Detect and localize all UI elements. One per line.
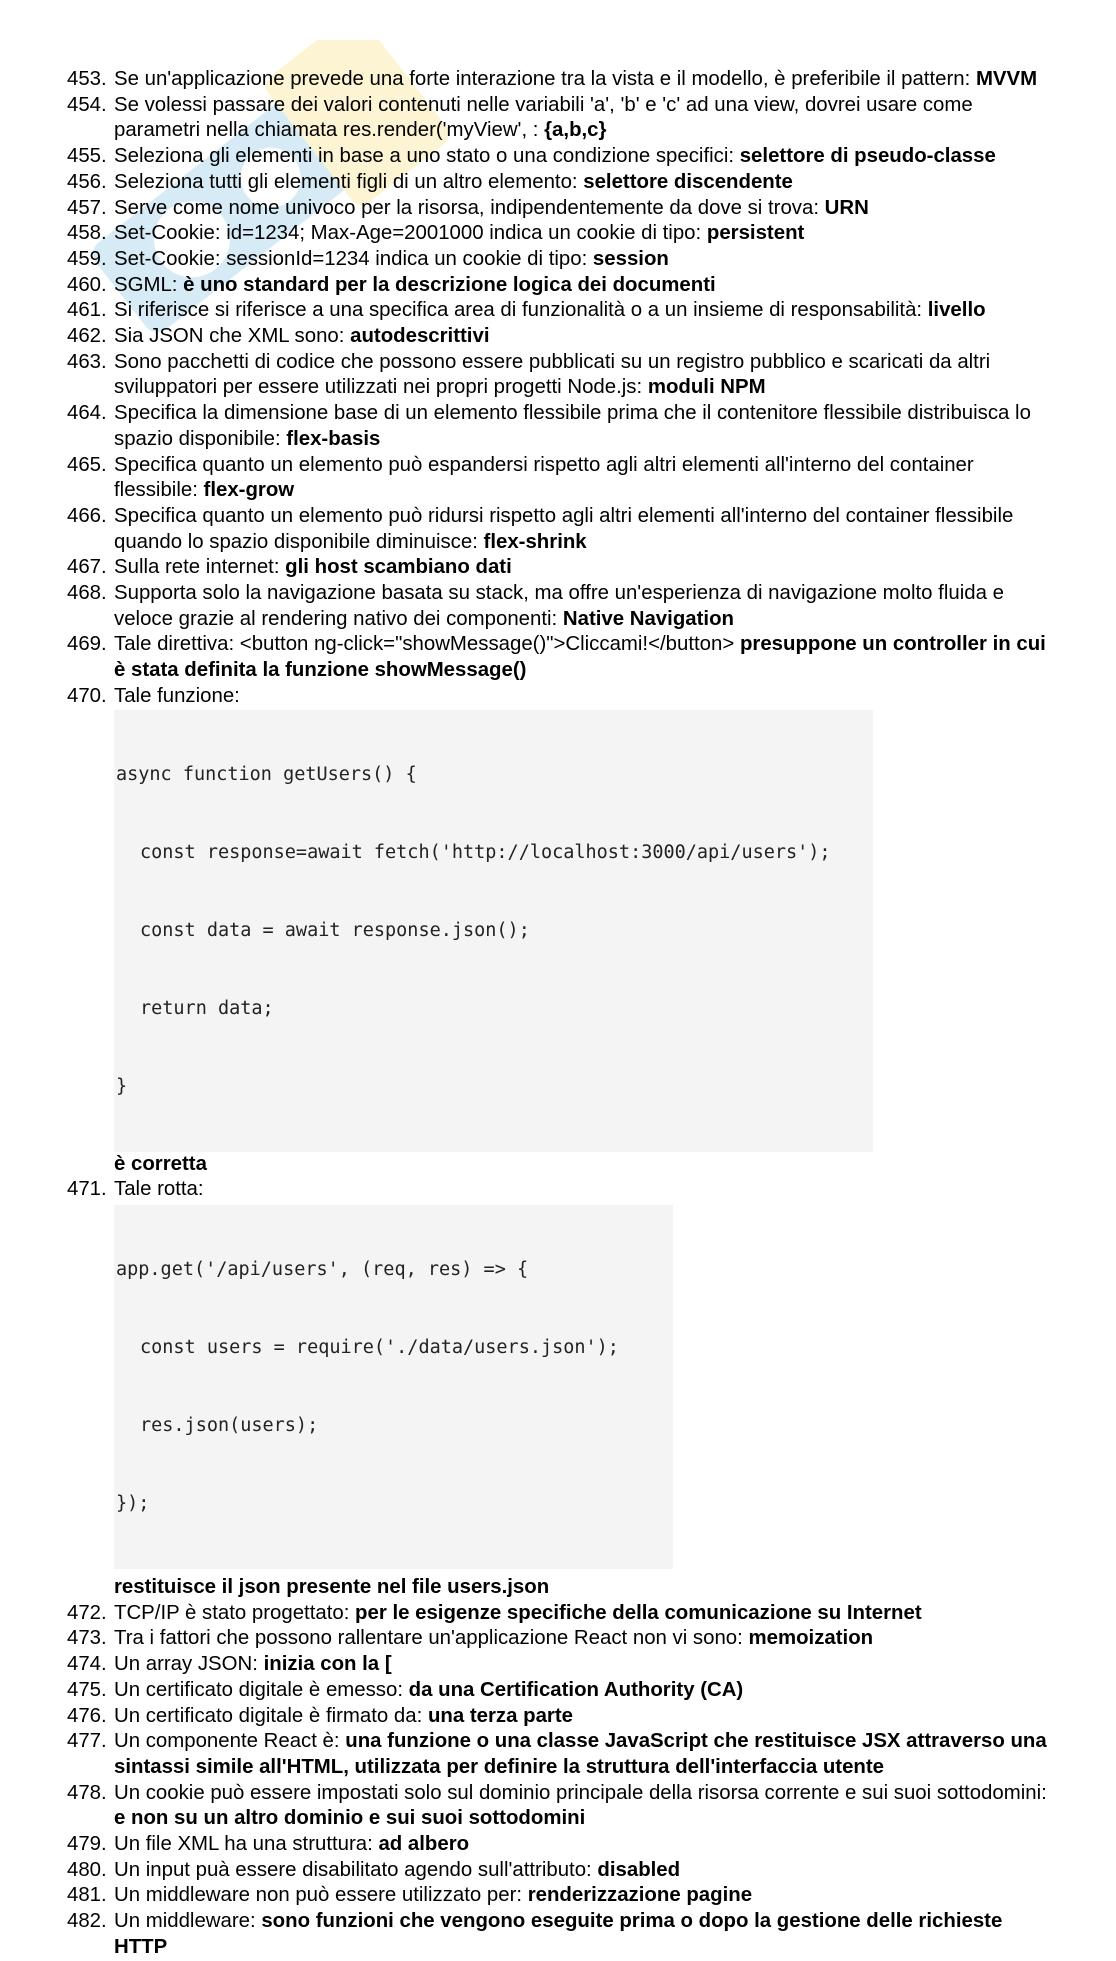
list-item-471	[67, 1177, 1057, 1600]
item-question: Tale direttiva: <button ng-click="showMessage()">Cliccami!</button>	[114, 633, 740, 656]
item-question: Sulla rete internet:	[114, 556, 286, 579]
item-answer: selettore di pseudo-classe	[739, 145, 996, 168]
item-question: Seleziona gli elementi in base a uno stato o una condizione specifici:	[114, 145, 740, 168]
item-question: Set-Cookie: id=1234; Max-Age=2001000 indica un cookie di tipo:	[114, 222, 707, 245]
item-number: 456.	[67, 170, 107, 193]
list-item-481	[67, 1883, 1057, 1909]
code-line: async function getUsers() {	[116, 763, 417, 785]
item-question: Un componente React è:	[114, 1730, 346, 1753]
item-number: 460.	[67, 273, 107, 296]
code-line: return data;	[140, 997, 274, 1019]
item-number: 477.	[67, 1730, 107, 1753]
item-answer: selettore discendente	[583, 170, 793, 193]
list-item-478	[67, 1781, 1057, 1832]
item-number: 455.	[67, 145, 107, 168]
list-item-455	[67, 144, 1057, 170]
list-item-466	[67, 504, 1057, 555]
item-question: Seleziona tutti gli elementi figli di un altro elemento:	[114, 170, 584, 193]
item-question: Un input puà essere disabilitato agendo sull'attributo:	[114, 1858, 598, 1881]
item-answer: Native Navigation	[562, 607, 734, 630]
item-question: Un middleware:	[114, 1910, 262, 1933]
item-question: TCP/IP è stato progettato:	[114, 1601, 356, 1624]
item-question: Supporta solo la navigazione basata su stack, ma offre un'esperienza di navigazione molto fluida e veloce grazie al rendering nativo dei componenti:	[114, 582, 1004, 630]
item-question: Un middleware non può essere utilizzato per:	[114, 1884, 528, 1907]
item-number: 461.	[67, 299, 107, 322]
item-question: Serve come nome univoco per la risorsa, indipendentemente da dove si trova:	[114, 196, 825, 219]
item-number: 481.	[67, 1884, 107, 1907]
item-number: 482.	[67, 1910, 107, 1933]
list-item-464	[67, 401, 1057, 452]
code-line: const users = require('./data/users.json');	[140, 1336, 619, 1358]
item-number: 453.	[67, 68, 107, 90]
item-number: 478.	[67, 1781, 107, 1804]
code-line: const response=await fetch('http://localhost:3000/api/users');	[140, 841, 831, 863]
item-answer: inizia con la [	[263, 1653, 392, 1676]
item-question: Un certificato digitale è firmato da:	[114, 1704, 428, 1727]
list-item-477	[67, 1729, 1057, 1780]
item-answer: MVVM	[975, 68, 1038, 90]
item-number: 466.	[67, 504, 107, 527]
list-item-472	[67, 1601, 1057, 1627]
item-answer: renderizzazione pagine	[527, 1884, 753, 1907]
item-question: Un certificato digitale è emesso:	[114, 1678, 409, 1701]
list-item-482	[67, 1909, 1057, 1960]
item-answer: restituisce il json presente nel file users.json	[114, 1575, 550, 1598]
item-number: 465.	[67, 453, 107, 476]
item-question: SGML:	[114, 273, 184, 296]
item-question: Specifica quanto un elemento può ridursi rispetto agli altri elementi all'interno del container flessibile quando lo spazio disponibile diminuisce:	[114, 504, 1014, 553]
item-question: Un file XML ha una struttura:	[114, 1833, 379, 1856]
code-block	[114, 1205, 673, 1569]
question-list	[67, 1601, 1057, 1961]
item-number: 459.	[67, 247, 107, 270]
item-question: Si riferisce si riferisce a una specifica area di funzionalità o a un insieme di responsabilità:	[114, 299, 928, 322]
item-answer: da una Certification Authority (CA)	[408, 1678, 744, 1701]
item-number: 479.	[67, 1833, 107, 1856]
item-answer: presuppone un controller in cui è stata definita la funzione showMessage()	[114, 633, 1046, 682]
question-list	[67, 67, 1057, 684]
list-item-463	[67, 350, 1057, 401]
item-answer: e non su un altro dominio e sui suoi sottodomini	[114, 1807, 586, 1830]
list-item-470	[67, 684, 1057, 1177]
item-number: 457.	[67, 196, 107, 219]
code-line: res.json(users);	[140, 1414, 319, 1436]
item-answer: autodescrittivi	[350, 325, 490, 348]
item-number: 464.	[67, 402, 107, 425]
item-question: Tale funzione:	[114, 684, 240, 707]
item-number: 463.	[67, 350, 107, 373]
item-answer: una terza parte	[427, 1704, 573, 1727]
item-answer: flex-grow	[203, 479, 295, 502]
item-number: 472.	[67, 1601, 107, 1624]
list-item-459	[67, 247, 1057, 273]
item-question: Se un'applicazione prevede una forte interazione tra la vista e il modello, è preferibile il pattern:	[114, 68, 976, 90]
code-line: const data = await response.json();	[140, 919, 530, 941]
item-question: Specifica quanto un elemento può espandersi rispetto agli altri elementi all'interno del container flessibile:	[114, 453, 974, 502]
list-item-465	[67, 453, 1057, 504]
item-question: Se volessi passare dei valori contenuti nelle variabili 'a', 'b' e 'c' ad una view, dovrei usare come parametri nella chiamata res.render('myView', :	[114, 93, 973, 142]
list-item-480	[67, 1858, 1057, 1884]
item-answer: ad albero	[378, 1833, 470, 1856]
item-answer: livello	[927, 299, 986, 322]
item-number: 471.	[67, 1178, 107, 1201]
item-answer: moduli NPM	[647, 376, 766, 399]
code-line: app.get('/api/users', (req, res) => {	[116, 1258, 529, 1280]
item-number: 470.	[67, 684, 107, 707]
code-line: });	[116, 1492, 150, 1514]
item-answer: session	[592, 247, 669, 270]
item-number: 454.	[67, 93, 107, 116]
item-number: 467.	[67, 556, 107, 579]
item-question: Un array JSON:	[114, 1653, 264, 1676]
item-question: Un cookie può essere impostati solo sul dominio principale della risorsa corrente e sui suoi sottodomini:	[114, 1781, 1047, 1804]
item-number: 469.	[67, 633, 107, 656]
list-item-469	[67, 632, 1057, 683]
item-answer: gli host scambiano dati	[285, 556, 512, 579]
list-item-479	[67, 1832, 1057, 1858]
item-number: 458.	[67, 222, 107, 245]
code-line: }	[116, 1075, 128, 1097]
item-question: Tale rotta:	[114, 1178, 204, 1201]
list-item-461	[67, 298, 1057, 324]
list-item-468	[67, 581, 1057, 632]
item-answer: memoization	[748, 1627, 874, 1650]
item-number: 476.	[67, 1704, 107, 1727]
list-item-476	[67, 1704, 1057, 1730]
item-question: Sono pacchetti di codice che possono essere pubblicati su un registro pubblico e scaricati da altri sviluppatori per essere utilizzati nei propri progetti Node.js:	[114, 350, 991, 399]
list-item-462	[67, 324, 1057, 350]
item-question: Sia JSON che XML sono:	[114, 325, 351, 348]
list-item-460	[67, 273, 1057, 299]
item-answer: è corretta	[114, 1152, 207, 1175]
item-answer: flex-basis	[286, 427, 381, 450]
item-question: Specifica la dimensione base di un elemento flessibile prima che il contenitore flessibile distribuisca lo spazio disponibile:	[114, 402, 1031, 450]
list-item-475	[67, 1678, 1057, 1704]
item-answer: URN	[824, 196, 869, 219]
item-answer: sono funzioni che vengono eseguite prima o dopo la gestione delle richieste HTTP	[114, 1910, 1003, 1958]
item-answer: per le esigenze specifiche della comunicazione su Internet	[355, 1601, 922, 1624]
list-item-454	[67, 93, 1057, 144]
list-item-457	[67, 196, 1057, 222]
item-question: Tra i fattori che possono rallentare un'applicazione React non vi sono:	[114, 1627, 749, 1650]
item-number: 480.	[67, 1858, 107, 1881]
item-number: 468.	[67, 582, 107, 605]
item-answer: persistent	[706, 222, 805, 245]
item-answer: flex-shrink	[483, 530, 587, 553]
list-item-453	[67, 67, 1057, 93]
list-item-456	[67, 170, 1057, 196]
item-number: 473.	[67, 1627, 107, 1650]
item-number: 474.	[67, 1653, 107, 1676]
list-item-458	[67, 221, 1057, 247]
item-answer: una funzione o una classe JavaScript che restituisce JSX attraverso una sintassi simile all'HTML, utilizzata per definire la struttura dell'interfaccia utente	[114, 1730, 1047, 1778]
item-answer: {a,b,c}	[544, 119, 607, 142]
item-question: Set-Cookie: sessionId=1234 indica un cookie di tipo:	[114, 247, 593, 270]
item-number: 462.	[67, 325, 107, 348]
item-answer: disabled	[597, 1858, 681, 1881]
item-number: 475.	[67, 1678, 107, 1701]
document-page	[67, 67, 1057, 1961]
list-item-473	[67, 1626, 1057, 1652]
code-block	[114, 710, 873, 1152]
list-item-474	[67, 1652, 1057, 1678]
list-item-467	[67, 555, 1057, 581]
item-answer: è uno standard per la descrizione logica dei documenti	[183, 273, 716, 296]
